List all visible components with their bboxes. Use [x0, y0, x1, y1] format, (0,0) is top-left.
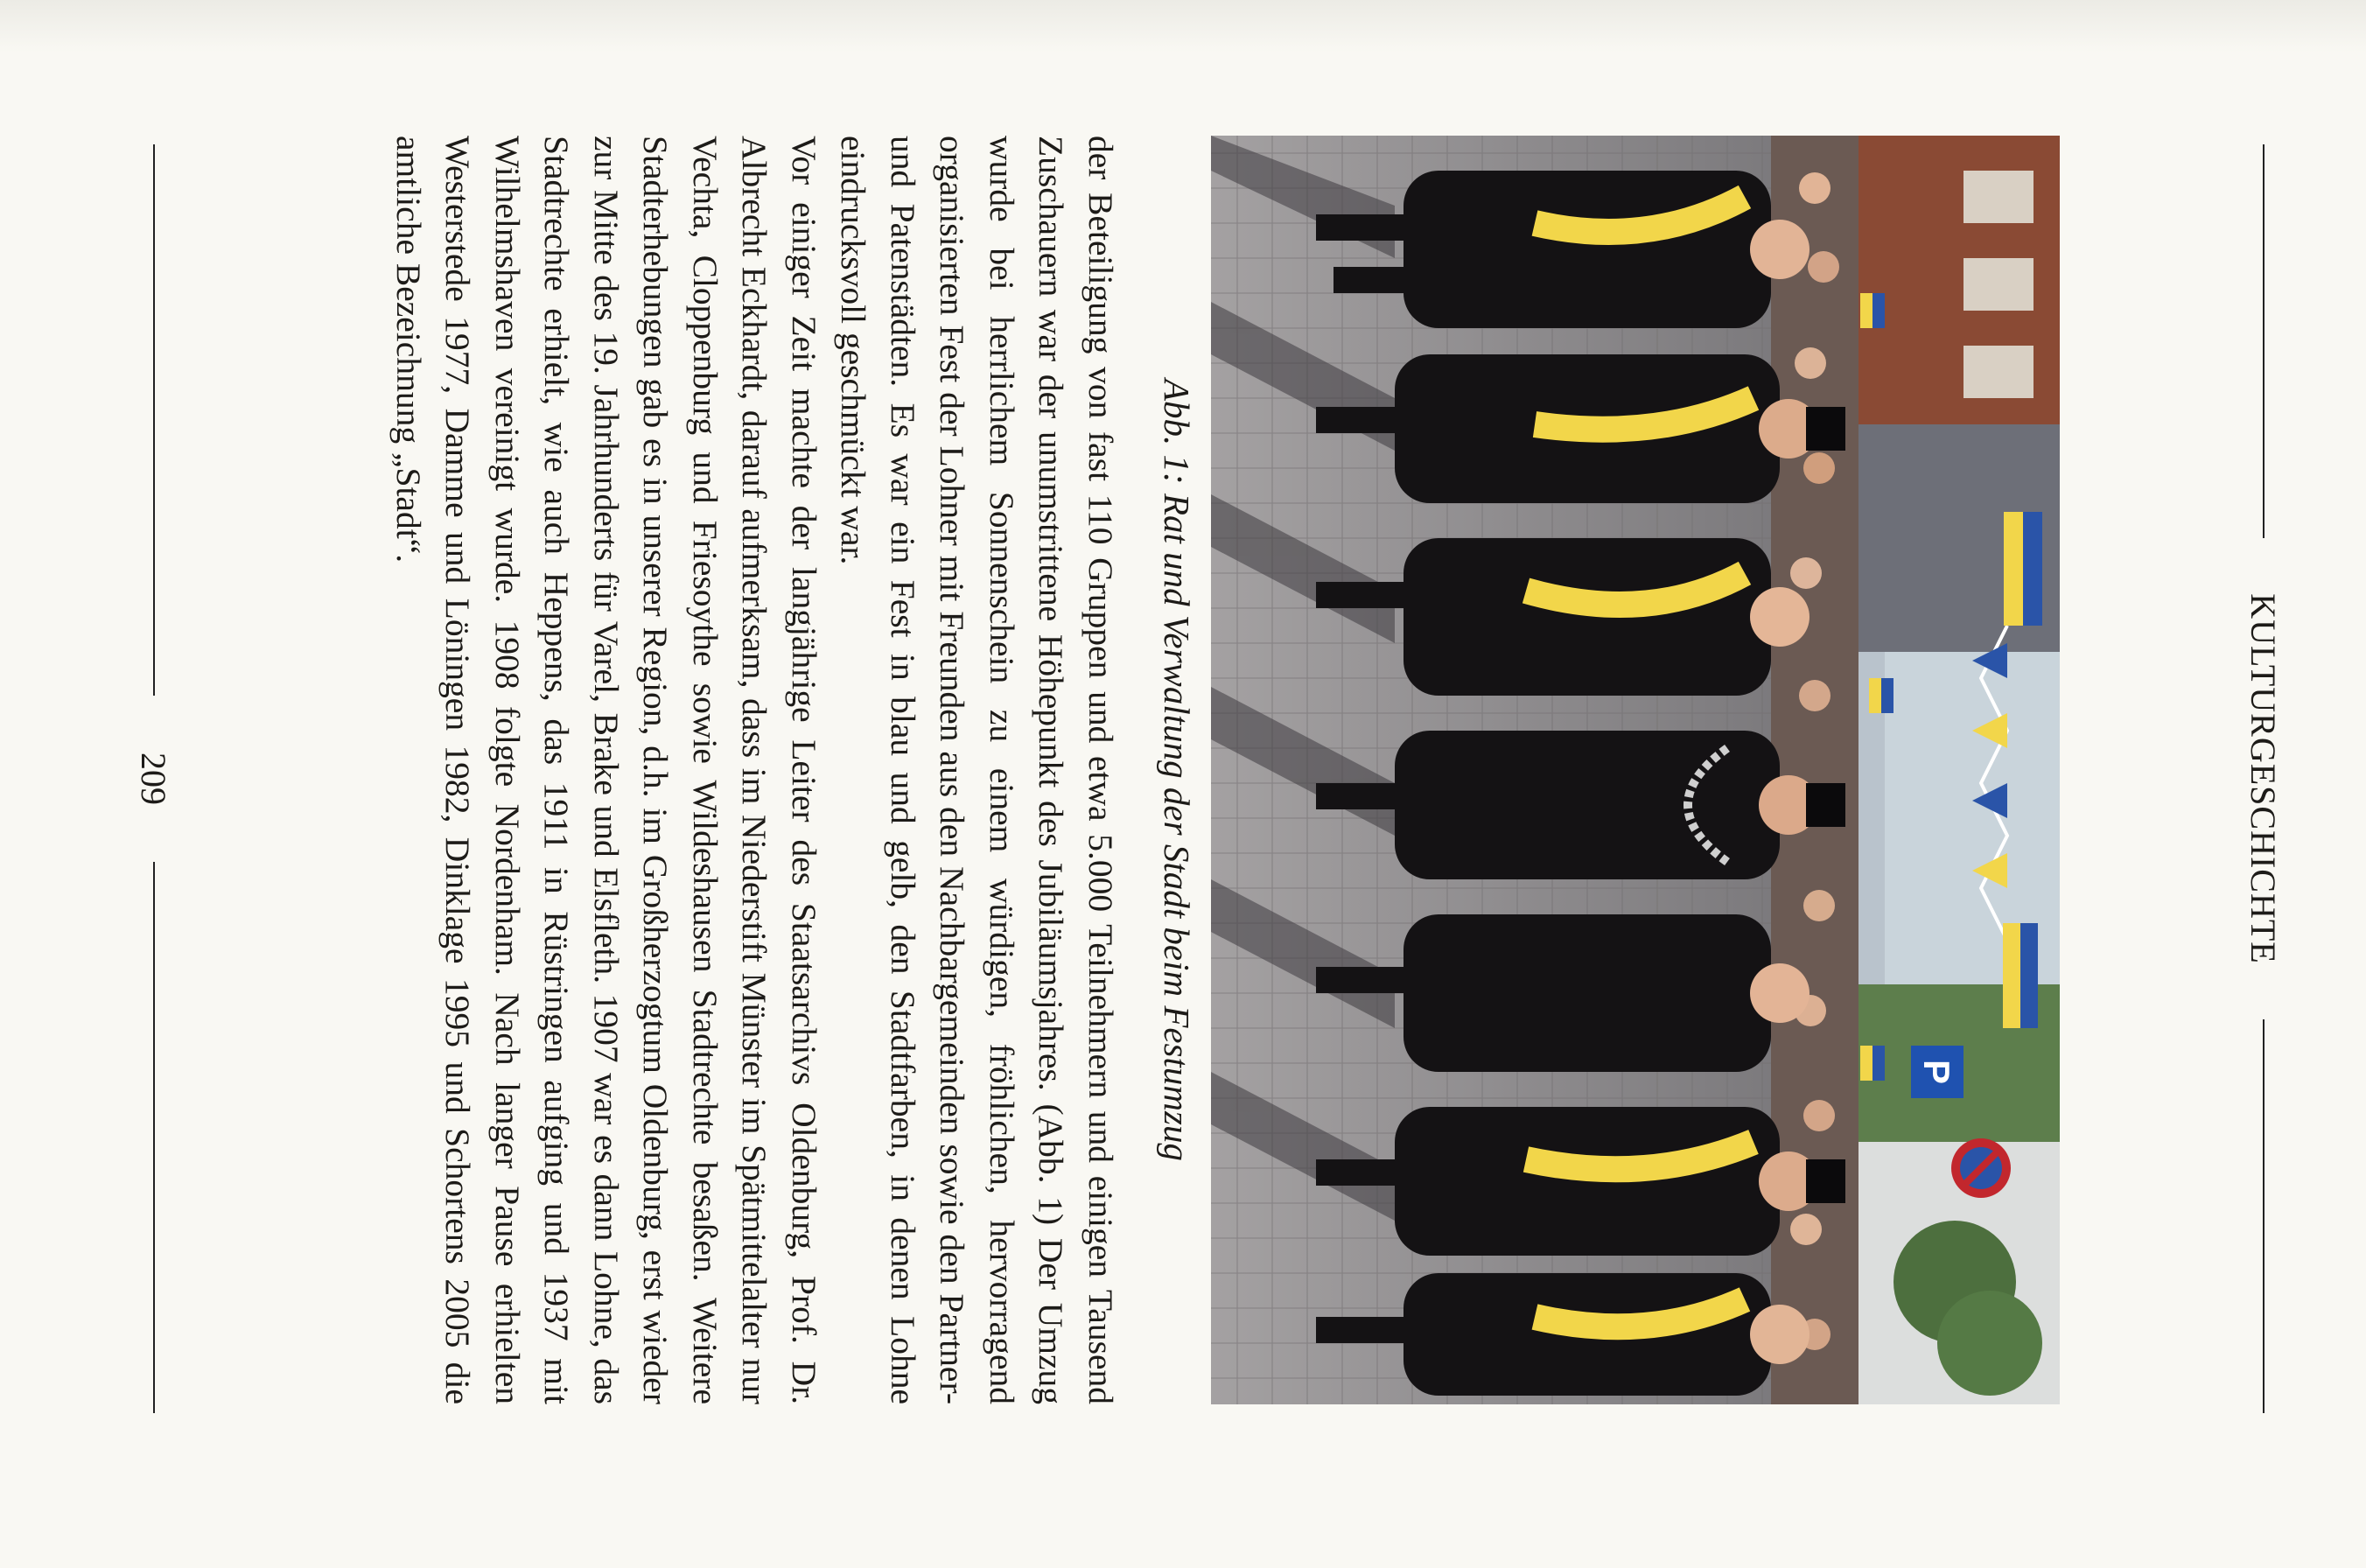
header-rule-right: [2263, 1019, 2264, 1413]
page-footer: [134, 144, 174, 1413]
body-text: [384, 136, 1126, 1404]
scan-shadow: [0, 0, 2366, 52]
section-title: KULTURGESCHICHTE: [2244, 593, 2283, 964]
paragraph: der Beteiligung von fast 110 Gruppen und etwa 5.000 Teilnehmern und einigen Tausend Zuschauern war der unumstrittene Höhepunkt des Jubiläumsjahres. (Abb. 1) Der Umzug wurde bei herrlichem Sonnenschein zu einem würdigen, fröhlichen, hervorragend organisierten Fest der Lohner mit Freunden aus den Nachbargemeinden sowie den Partner- und Patenstädten. Es war ein Fest in blau und gelb, den Stadtfarben, in denen Lohne eindrucksvoll geschmückt war.: [834, 136, 1120, 1404]
figure-caption: Abb. 1: Rat und Verwaltung der Stadt beim Festumzug: [1157, 379, 1197, 1161]
svg-text:P: P: [1916, 1059, 1957, 1085]
footer-rule-right: [153, 862, 155, 1413]
running-header: [2244, 144, 2287, 1413]
footer-rule-left: [153, 144, 155, 696]
paragraph: Vor einiger Zeit machte der langjährige Leiter des Staatsarchivs Oldenburg, Prof. Dr. Albrecht Eckhardt, darauf aufmerksam, dass im Niederstift Münster im Spätmittelalter nur Vechta, Cloppenburg und Friesoythe sowie Wildeshausen Stadtrechte besaßen. Weitere Stadterhebungen gab es in unserer Region, d.h. im Großherzogtum Oldenburg, erst wieder zur Mitte des 19. Jahrhunderts für Varel, Brake und Elsfleth. 1907 war es dann Lohne, das Stadtrechte erhielt, wie auch Heppens, das 1911 in Rüstringen aufging und 1937 mit Wilhelmshaven vereinigt wurde. 1908 folgte Nordenham. Nach langer Pause erhielten Westerstede 1977, Damme und Löningen 1982, Dinklage 1995 und Schortens 2005 die amtliche Bezeichnung „Stadt“.: [389, 136, 823, 1404]
parade-photo-drawing: [1211, 136, 2060, 1404]
page-number: 209: [134, 752, 173, 805]
parade-photo: [1211, 136, 2060, 1404]
header-rule-left: [2263, 144, 2264, 538]
